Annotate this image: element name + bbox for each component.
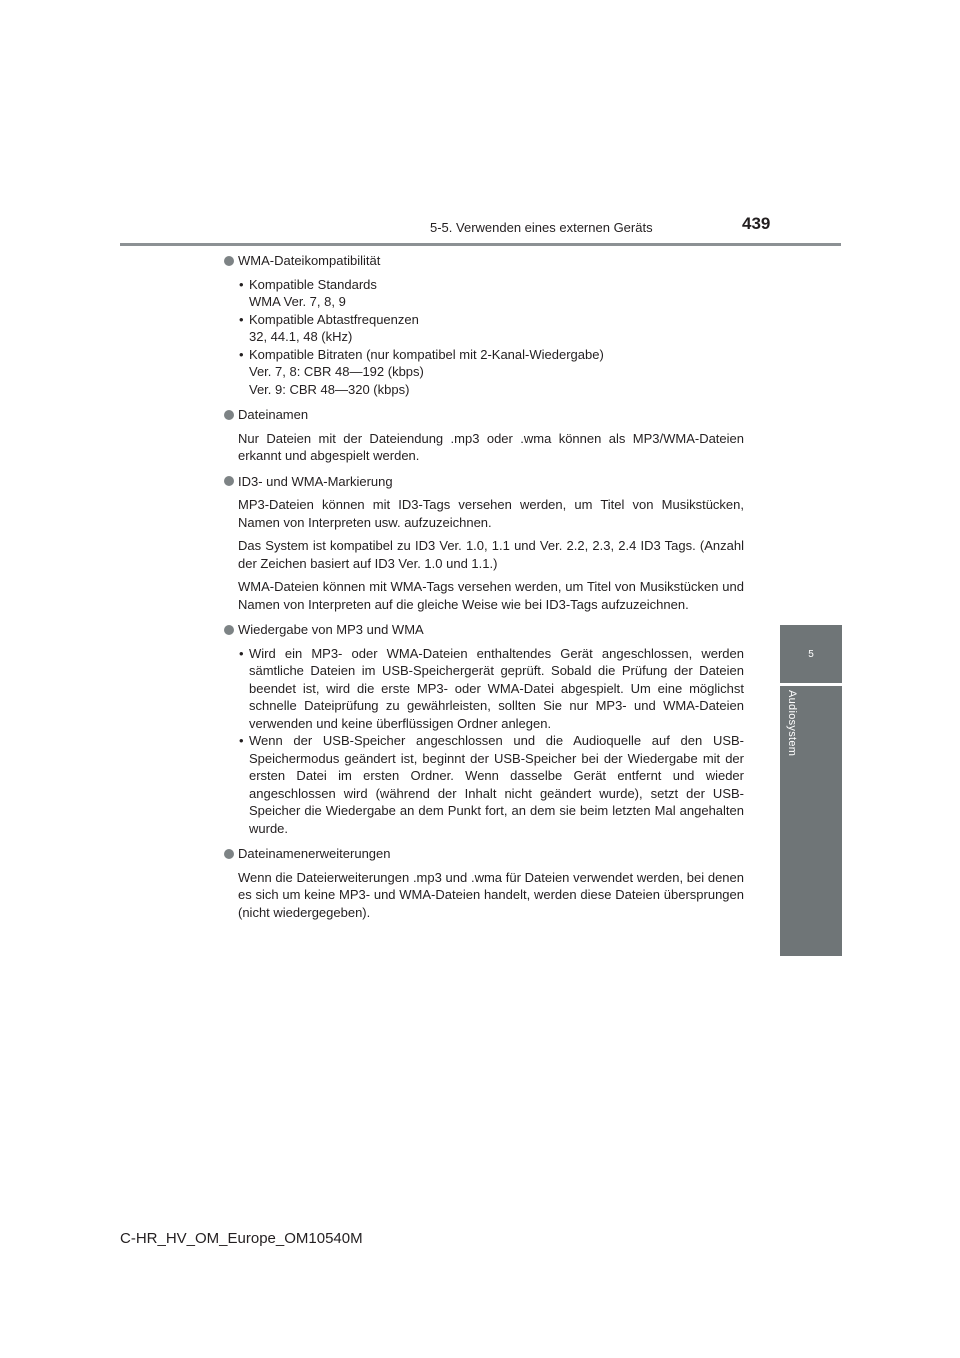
paragraph: Nur Dateien mit der Dateiendung .mp3 oder .wma können als MP3/WMA-Dateien erkannt und abgespielt werden. [238, 430, 744, 463]
page-number: 439 [742, 214, 771, 233]
bullet-mark: • [239, 276, 244, 292]
list-item [223, 276, 744, 294]
section-heading-extensions [223, 845, 744, 863]
section-heading-wma [223, 252, 744, 270]
section-heading-text: ID3- und WMA-Markierung [238, 473, 393, 489]
list-item [223, 645, 744, 733]
section-heading-text: WMA-Dateikompatibilität [238, 253, 381, 268]
chapter-tab-label: Audiosystem [786, 690, 798, 757]
spec-label: Kompatible Standards [249, 276, 377, 292]
paragraph: WMA-Dateien können mit WMA-Tags versehen werden, um Titel von Musikstücken und Namen von Interpreten auf die gleiche Weise wie bei ID3-Tags aufzuzeichnen. [238, 579, 744, 612]
bullet-mark: • [239, 733, 244, 748]
header-divider [120, 243, 841, 246]
bullet-dot-icon [224, 410, 234, 420]
list-item [223, 346, 744, 364]
spec-value: WMA Ver. 7, 8, 9 [249, 294, 346, 309]
spec-label: Kompatible Abtastfrequenzen [249, 311, 419, 327]
spec-label: Kompatible Bitraten (nur kompatibel mit 2-Kanal-Wiedergabe) [249, 346, 604, 362]
bullet-mark: • [239, 311, 244, 327]
spec-value: 32, 44.1, 48 (kHz) [249, 329, 353, 344]
section-heading-playback [223, 621, 744, 639]
header-section-title: 5-5. Verwenden eines externen Geräts [430, 220, 653, 235]
list-item [223, 732, 744, 837]
playback-list [223, 645, 744, 838]
spec-value: Ver. 9: CBR 48—320 (kbps) [249, 381, 410, 397]
chapter-tab-number: 5 [780, 625, 842, 683]
bullet-mark: • [239, 645, 244, 661]
bullet-dot-icon [224, 849, 234, 859]
page-content [223, 252, 744, 921]
paragraph: MP3-Dateien können mit ID3-Tags versehen werden, um Titel von Musikstücken, Namen von Interpreten usw. aufzuzeichnen. [238, 497, 744, 530]
section-heading-filenames [223, 406, 744, 424]
bullet-dot-icon [224, 476, 234, 486]
spec-value: Ver. 7, 8: CBR 48—192 (kbps) [249, 364, 424, 379]
section-heading-text: Wiedergabe von MP3 und WMA [238, 622, 424, 637]
bullet-dot-icon [224, 256, 234, 266]
list-item [223, 311, 744, 329]
bullet-dot-icon [224, 625, 234, 635]
list-item-text: Wenn der USB-Speicher angeschlossen und die Audioquelle auf den USB-Speichermodus geändert ist, beginnt der USB-Speicher bei der Wiedergabe mit der ersten Datei im ersten Ordner. Wenn dasselbe Gerät entfernt und wieder angeschlossen wird (während der Inhalt nicht geändert wurde), setzt der USB-Speicher die Wiedergabe an dem Punkt fort, an dem sie beim letzten Mal angehalten wurde. [249, 733, 744, 836]
section-heading-tags [223, 473, 744, 491]
list-item-text: Wird ein MP3- oder WMA-Dateien enthaltendes Gerät angeschlossen, werden sämtliche Dateien im USB-Speichergerät geprüft. Sobald die Prüfung der Dateien beendet ist, wird die erste MP3- oder WMA-Datei abgespielt. Um eine möglichst schnelle Dateiprüfung zu gewährleisten, sollten Sie nur MP3- und WMA-Dateien verwenden und keine überflüssigen Ordner anlegen. [249, 645, 744, 731]
section-heading-text: Dateinamen [238, 407, 309, 422]
document-id: C-HR_HV_OM_Europe_OM10540M [120, 1230, 363, 1247]
paragraph: Das System ist kompatibel zu ID3 Ver. 1.0, 1.1 und Ver. 2.2, 2.3, 2.4 ID3 Tags. (Anzahl der Zeichen basiert auf ID3 Ver. 1.0 und 1.1.) [238, 538, 744, 571]
wma-spec-list [223, 276, 744, 399]
section-heading-text: Dateinamenerweiterungen [238, 846, 391, 861]
bullet-mark: • [239, 346, 244, 362]
paragraph: Wenn die Dateierweiterungen .mp3 und .wma für Dateien verwendet werden, bei denen es sich um keine MP3- und WMA-Dateien handelt, werden diese Dateien übersprungen (nicht wiedergegeben). [238, 869, 744, 920]
